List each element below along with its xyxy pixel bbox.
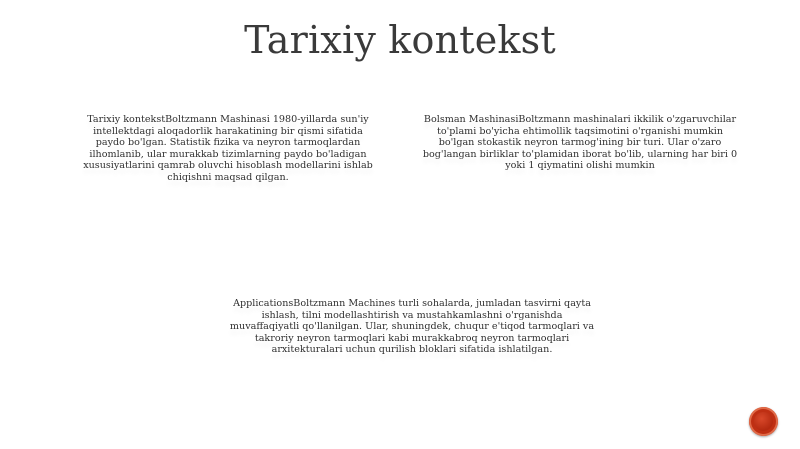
text-block-historical-context: Tarixiy kontekstBoltzmann Mashinasi 1980-yillarda sun'iy intellektdagi aloqadorlik harakatining bir qismi sifatida paydo bo'lgan. Statistik fizika va neyron tarmoqlardan ilhomlanib, ular murakkab tizimlarning paydo bo'ladigan xususiyatlarini qamrab oluvchi hisoblash modellarini ishlab chiqishni maqsad qilgan.: [83, 114, 373, 183]
slide-title: Tarixiy kontekst: [244, 18, 556, 62]
text-block-applications: ApplicationsBoltzmann Machines turli sohalarda, jumladan tasvirni qayta ishlash, tilni modellashtirish va mustahkamlashni o'rganishda muvaffaqiyatli qo'llanilgan. Ular, shuningdek, chuqur e'tiqod tarmoqlari va takroriy neyron tarmoqlari kabi murakkabroq neyron tarmoqlari arxitekturalari uchun qurilish bloklari sifatida ishlatilgan.: [229, 298, 595, 356]
next-slide-button[interactable]: [749, 407, 778, 436]
circle-nav-icon: [754, 412, 773, 431]
text-block-boltzmann-machine: Bolsman MashinasiBoltzmann mashinalari ikkilik o'zgaruvchilar to'plami bo'yicha ehtimollik taqsimotini o'rganishi mumkin bo'lgan stokastik neyron tarmog'ining bir turi. Ular o'zaro bog'langan birliklar to'plamidan iborat bo'lib, ularning har biri 0 yoki 1 qiymatini olishi mumkin: [422, 114, 738, 172]
